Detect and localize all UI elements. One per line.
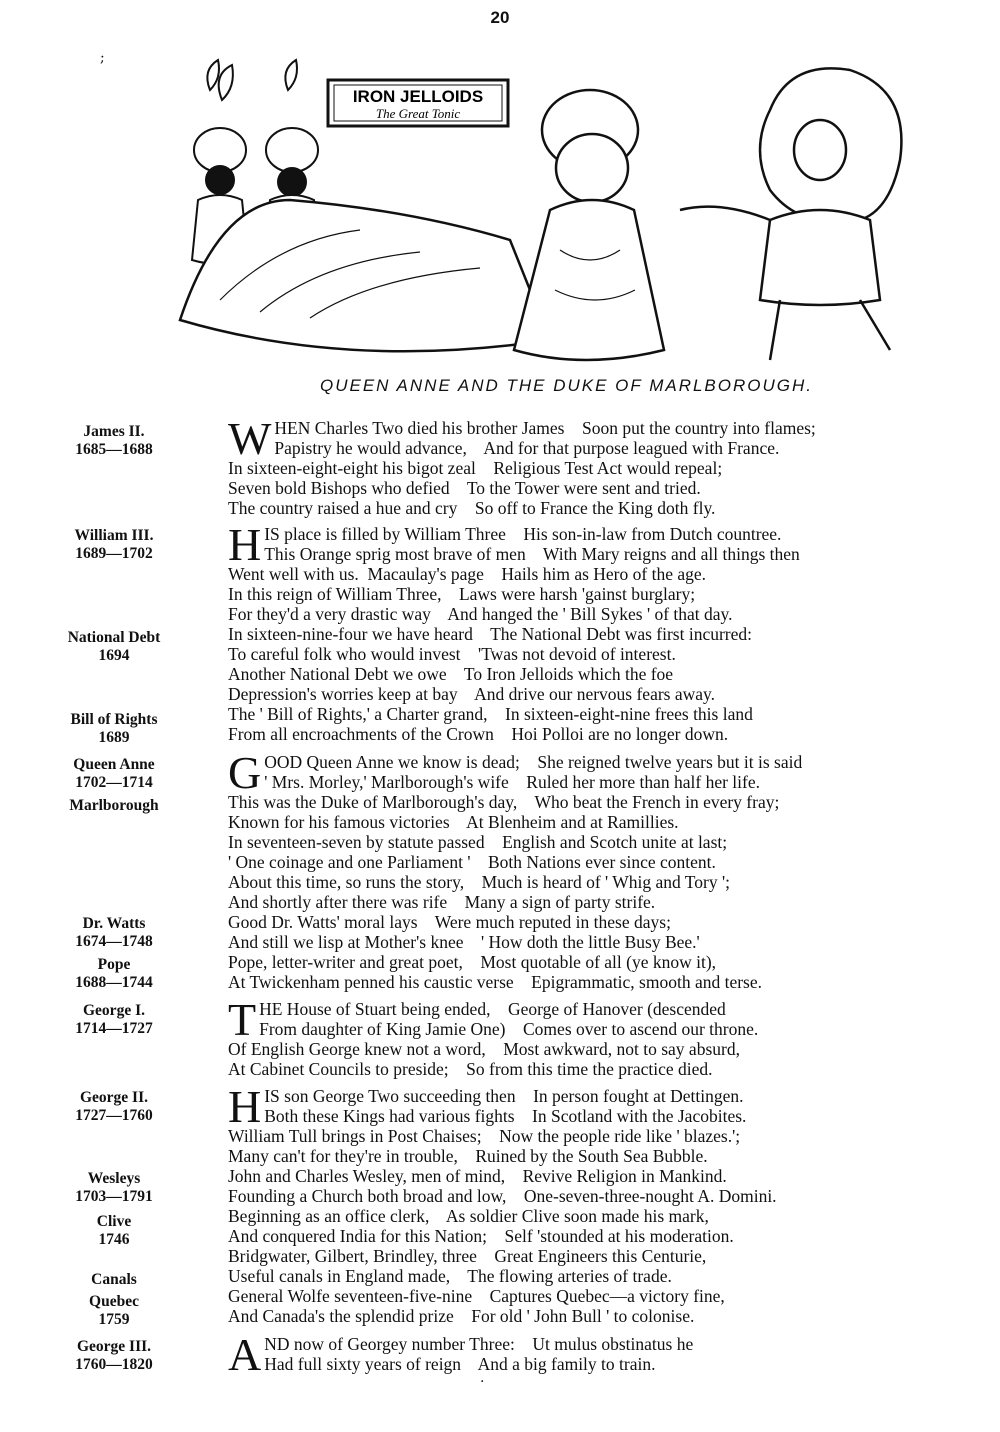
verse-line: OOD Queen Anne we know is dead; She reigned twelve years but it is said [264, 752, 803, 772]
margin-note-national-debt [40, 629, 188, 665]
verse-line: About this time, so runs the story, Much is heard of ' Whig and Tory '; [228, 872, 730, 892]
margin-note-dates: 1746 [98, 1231, 130, 1248]
queen-anne-figure [514, 90, 664, 360]
margin-note-george-iii [40, 1338, 188, 1374]
margin-note-marlborough [40, 797, 188, 815]
margin-note-title: Canals [91, 1271, 137, 1288]
verse-line: IS place is filled by William Three His son-in-law from Dutch countree. [264, 524, 782, 544]
verse-line: ' Mrs. Morley,' Marlborough's wife Ruled her more than half her life. [264, 772, 761, 792]
verse-line: In this reign of William Three, Laws were harsh 'gainst burglary; [228, 584, 696, 604]
verse-line: The ' Bill of Rights,' a Charter grand, In sixteen-eight-nine frees this land [228, 704, 753, 724]
margin-note-title: Pope [97, 956, 131, 973]
margin-note-title: Wesleys [87, 1170, 141, 1187]
verse-line: And conquered India for this Nation; Self 'stounded at his moderation. [228, 1226, 734, 1246]
page-number: 20 [490, 8, 510, 27]
iron-jelloids-sign [328, 80, 508, 126]
margin-note-dates: 1685—1688 [75, 441, 153, 458]
margin-note-title: Quebec [89, 1293, 139, 1310]
stray-mark-bottom: · [480, 1374, 485, 1390]
sign-line-1: IRON JELLOIDS [352, 87, 484, 106]
margin-note-dates: 1694 [98, 647, 130, 664]
verse-line: Known for his famous victories At Blenheim and at Ramillies. [228, 812, 679, 832]
margin-note-title: Queen Anne [73, 756, 155, 773]
verse-line: Many can't for they're in trouble, Ruined by the South Sea Bubble. [228, 1146, 708, 1166]
margin-note-queen-anne [40, 756, 188, 792]
verse-line: Papistry he would advance, And for that purpose leagued with France. [274, 438, 780, 458]
verse-line: Beginning as an office clerk, As soldier Clive soon made his mark, [228, 1206, 709, 1226]
margin-note-title: Bill of Rights [70, 711, 158, 728]
verse-line: Of English George knew not a word, Most awkward, not to say absurd, [228, 1039, 740, 1059]
verse-line: In sixteen-nine-four we have heard The National Debt was first incurred: [228, 624, 753, 644]
margin-note-bill-of-rights [40, 711, 188, 747]
stanza-george-ii [228, 1081, 988, 1326]
verse-line: ND now of Georgey number Three: Ut mulus obstinatus he [264, 1334, 694, 1354]
margin-note-dates: 1674—1748 [75, 933, 153, 950]
verse-line: ' One coinage and one Parliament ' Both Nations ever since content. [228, 852, 716, 872]
verse-line: At Twickenham penned his caustic verse Epigrammatic, smooth and terse. [228, 972, 762, 992]
stanza-george-i [228, 994, 988, 1079]
stray-mark: ; [100, 50, 105, 66]
verse-line: Bridgwater, Gilbert, Brindley, three Great Engineers this Centurie, [228, 1246, 707, 1266]
margin-note-dates: 1703—1791 [75, 1188, 153, 1205]
margin-note-dates: 1689—1702 [75, 545, 153, 562]
margin-note-title: George II. [79, 1089, 148, 1106]
verse-line: This Orange sprig most brave of men With Mary reigns and all things then [264, 544, 800, 564]
margin-note-george-ii [40, 1089, 188, 1125]
verse-line: Seven bold Bishops who defied To the Tower were sent and tried. [228, 478, 701, 498]
margin-note-dates: 1760—1820 [75, 1356, 153, 1373]
verse-line: For they'd a very drastic way And hanged the ' Bill Sykes ' of that day. [228, 604, 733, 624]
verse-line: And shortly after there was rife Many a sign of party strife. [228, 892, 656, 912]
sign-line-2: The Great Tonic [375, 106, 461, 121]
verse-line: Another National Debt we owe To Iron Jelloids which the foe [228, 664, 674, 684]
verse-line: From daughter of King Jamie One) Comes over to ascend our throne. [259, 1019, 759, 1039]
margin-note-title: William III. [74, 527, 154, 544]
verse-line: William Tull brings in Post Chaises; Now the people ride like ' blazes.'; [228, 1126, 741, 1146]
dropcap: A [228, 1329, 262, 1380]
verse-line: The country raised a hue and cry So off to France the King doth fly. [228, 498, 716, 518]
verse-line: This was the Duke of Marlborough's day, Who beat the French in every fray; [228, 792, 780, 812]
verse-line: And Canada's the splendid prize For old ' John Bull ' to colonise. [228, 1306, 695, 1326]
verse-line: John and Charles Wesley, men of mind, Revive Religion in Mankind. [228, 1166, 727, 1186]
margin-note-title: George I. [83, 1002, 145, 1019]
margin-note-title: James II. [83, 423, 145, 440]
margin-note-dr-watts [40, 915, 188, 951]
verse-line: Depression's worries keep at bay And drive our nervous fears away. [228, 684, 716, 704]
royal-train [180, 200, 550, 351]
verse-line: In seventeen-seven by statute passed English and Scotch unite at last; [228, 832, 728, 852]
duke-of-marlborough-figure [680, 68, 901, 360]
verse-line: Pope, letter-writer and great poet, Most quotable of all (ye know it), [228, 952, 717, 972]
verse-line: Both these Kings had various fights In Scotland with the Jacobites. [264, 1106, 747, 1126]
dropcap: T [228, 994, 257, 1045]
verse-line: Good Dr. Watts' moral lays Were much reputed in these days; [228, 912, 671, 932]
margin-note-quebec [40, 1293, 188, 1329]
margin-note-title: National Debt [67, 629, 161, 646]
verse-line: Useful canals in England made, The flowing arteries of trade. [228, 1266, 672, 1286]
stanza-william-iii [228, 519, 988, 744]
stanza-queen-anne [228, 747, 988, 992]
stanza-james-ii [228, 413, 988, 518]
margin-note-dates: 1689 [98, 729, 130, 746]
verse-line: Had full sixty years of reign And a big family to train. [264, 1354, 656, 1374]
verse-line: In sixteen-eight-eight his bigot zeal Religious Test Act would repeal; [228, 458, 723, 478]
dropcap: H [228, 1081, 262, 1132]
margin-note-canals [40, 1271, 188, 1289]
margin-note-william-iii [40, 527, 188, 563]
illustration-caption: QUEEN ANNE AND THE DUKE OF MARLBOROUGH. [320, 376, 813, 395]
verse-line: HE House of Stuart being ended, George of Hanover (descended [259, 999, 726, 1019]
margin-note-pope [40, 956, 188, 992]
margin-note-dates: 1714—1727 [75, 1020, 153, 1037]
verse-line: To careful folk who would invest 'Twas not devoid of interest. [228, 644, 676, 664]
verse-line: Founding a Church both broad and low, One-seven-three-nought A. Domini. [228, 1186, 777, 1206]
margin-note-james-ii [40, 423, 188, 459]
verse-line: Went well with us. Macaulay's page Hails him as Hero of the age. [228, 564, 707, 584]
margin-note-dates: 1727—1760 [75, 1107, 153, 1124]
margin-note-title: Dr. Watts [82, 915, 146, 932]
margin-note-dates: 1688—1744 [75, 974, 153, 991]
margin-note-title: George III. [76, 1338, 152, 1355]
margin-note-clive [40, 1213, 188, 1249]
margin-note-dates: 1702—1714 [75, 774, 153, 791]
dropcap: W [228, 413, 272, 464]
verse-line: At Cabinet Councils to preside; So from this time the practice died. [228, 1059, 713, 1079]
verse-line: And still we lisp at Mother's knee ' How doth the little Busy Bee.' [228, 932, 700, 952]
verse-line: From all encroachments of the Crown Hoi Polloi are no longer down. [228, 724, 729, 744]
margin-note-dates: 1759 [98, 1311, 130, 1328]
margin-note-title: Marlborough [69, 797, 159, 814]
verse-line: General Wolfe seventeen-five-nine Captures Quebec—a victory fine, [228, 1286, 725, 1306]
dropcap: G [228, 747, 262, 798]
stanza-george-iii [228, 1329, 988, 1380]
verse-line: IS son George Two succeeding then In person fought at Dettingen. [264, 1086, 744, 1106]
illustration [160, 50, 980, 370]
verse-line: HEN Charles Two died his brother James Soon put the country into flames; [274, 418, 816, 438]
margin-note-wesleys [40, 1170, 188, 1206]
margin-note-title: Clive [96, 1213, 132, 1230]
margin-note-george-i [40, 1002, 188, 1038]
dropcap: H [228, 519, 262, 570]
